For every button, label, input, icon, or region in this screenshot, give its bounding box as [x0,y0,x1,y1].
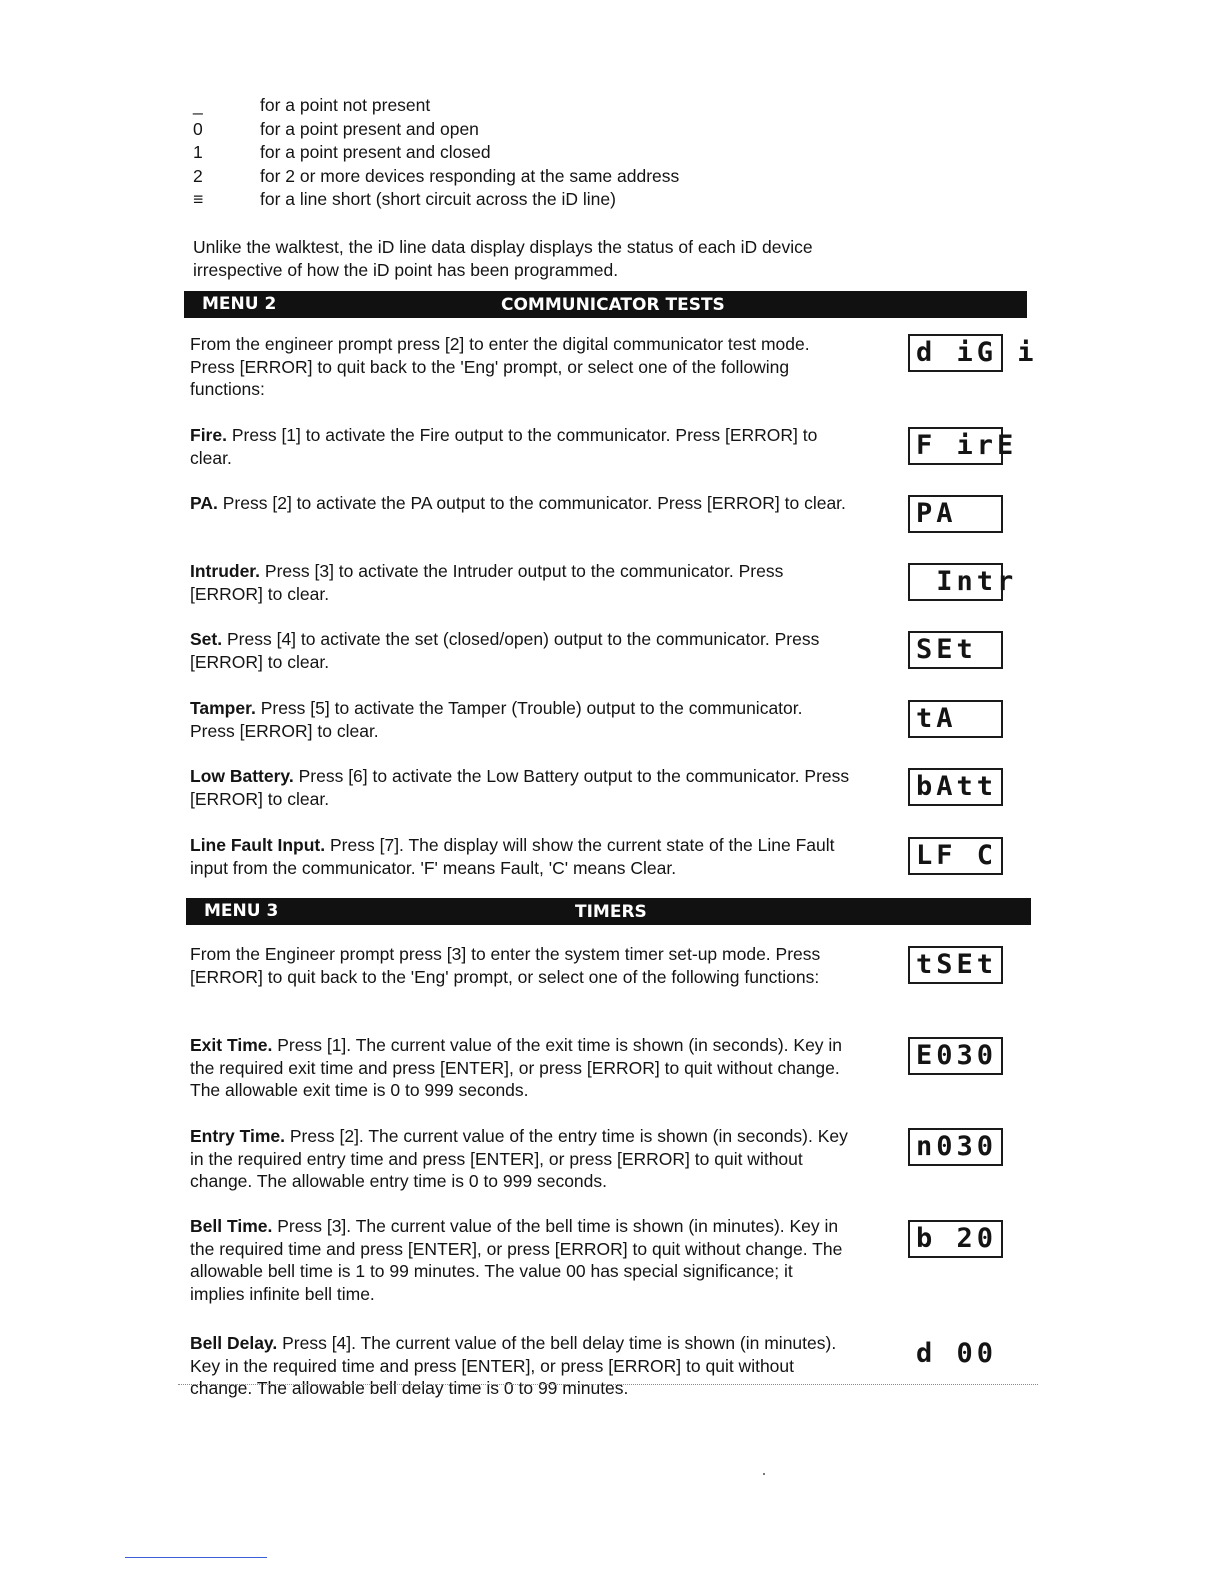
lcd-display: d 00 [916,1338,998,1369]
scan-artifact-line [178,1384,1038,1386]
legend-text: for a point present and open [260,118,479,139]
lcd-display: d iG i [908,334,1003,372]
section-title: Line Fault Input. [190,835,326,855]
lcd-display: PA [908,495,1003,533]
legend-symbol: 2 [193,165,203,186]
tamper-section: Tamper. Press [5] to activate the Tamper (Trouble) output to the communicator. Press [ERROR] to clear. [190,698,803,741]
section-title: Set. [190,629,223,649]
legend-text: for 2 or more devices responding at the same address [260,165,680,186]
lcd-display: E030 [908,1037,1003,1075]
section-title: PA. [190,493,218,513]
section-title: Bell Delay. [190,1333,278,1353]
lcd-display: n030 [908,1128,1003,1166]
legend-symbol: ≡ [193,189,204,209]
intro-paragraph: Unlike the walktest, the iD line data display displays the status of each iD device irrespective of how the iD point has been programmed. [193,237,813,280]
fire-section: Fire. Press [1] to activate the Fire output to the communicator. Press [ERROR] to clear. [190,425,818,468]
pa-section: PA. Press [2] to activate the PA output to the communicator. Press [ERROR] to clear. [190,493,846,513]
menu3-title: TIMERS [575,902,647,922]
menu2-banner [184,291,1027,318]
menu3-banner [186,898,1031,925]
set-section: Set. Press [4] to activate the set (closed/open) output to the communicator. Press [ERROR] to clear. [190,629,820,672]
section-title: Low Battery. [190,766,294,786]
menu3-intro-text: From the Engineer prompt press [3] to enter the system timer set-up mode. Press [ERROR] to quit back to the 'Eng' prompt, or select one of the following functions: [190,944,821,987]
lcd-display: tSEt [908,946,1003,984]
menu2-label: MENU 2 [202,294,277,314]
lcd-display: tA [908,700,1003,738]
exit-time-section: Exit Time. Press [1]. The current value of the exit time is shown (in seconds). Key in the required exit time and press [ENTER], or press [ERROR] to quit without change. The allowable exit time is 0 to 999 seconds. [190,1035,843,1100]
legend-symbol: _ [193,95,203,115]
lcd-display: SEt [908,631,1003,669]
entry-time-section: Entry Time. Press [2]. The current value of the entry time is shown (in seconds). Key in the required entry time and press [ENTER], or press [ERROR] to quit without change. The allowable entry time is 0 to 999 seconds. [190,1126,848,1191]
legend-symbol: 0 [193,118,203,139]
menu2-intro-text: From the engineer prompt press [2] to enter the digital communicator test mode. Press [ERROR] to quit back to the 'Eng' prompt, or select one of the following functions: [190,334,810,399]
lcd-display: F irE [908,427,1003,465]
legend-text: for a point present and closed [260,142,491,162]
scan-speck [763,1473,765,1475]
intruder-section: Intruder. Press [3] to activate the Intruder output to the communicator. Press [ERROR] to clear. [190,561,784,604]
footer-rule [125,1557,267,1558]
low-battery-section: Low Battery. Press [6] to activate the Low Battery output to the communicator. Press [ERROR] to clear. [190,766,850,809]
lcd-display: bAtt [908,768,1003,806]
menu2-title: COMMUNICATOR TESTS [501,295,725,315]
lcd-display: Intr [908,563,1003,601]
line-fault-section: Line Fault Input. Press [7]. The display will show the current state of the Line Fault input from the communicator. 'F' means Fault, 'C' means Clear. [190,835,835,878]
bell-delay-section: Bell Delay. Press [4]. The current value of the bell delay time is shown (in minutes). Key in the required time and press [ENTER], or press [ERROR] to quit without change. The allowable bell delay time is 0 to 99 minutes. [190,1333,837,1398]
bell-time-section: Bell Time. Press [3]. The current value of the bell time is shown (in minutes). Key in the required time and press [ENTER], or press [ERROR] to quit without change. The allowable bell time is 1 to 99 minutes. The value 00 has special significance; it implies infinite bell time. [190,1216,843,1304]
lcd-display: b 20 [908,1220,1003,1258]
legend-symbol: 1 [193,142,203,162]
legend-text: for a line short (short circuit across the iD line) [260,189,616,209]
section-title: Exit Time. [190,1035,273,1055]
section-title: Fire. [190,425,227,445]
section-title: Intruder. [190,561,261,581]
section-title: Entry Time. [190,1126,285,1146]
section-title: Bell Time. [190,1216,273,1236]
section-title: Tamper. [190,698,256,718]
lcd-display: LF C [908,837,1003,875]
menu3-label: MENU 3 [204,901,279,921]
legend-text: for a point not present [260,95,431,115]
